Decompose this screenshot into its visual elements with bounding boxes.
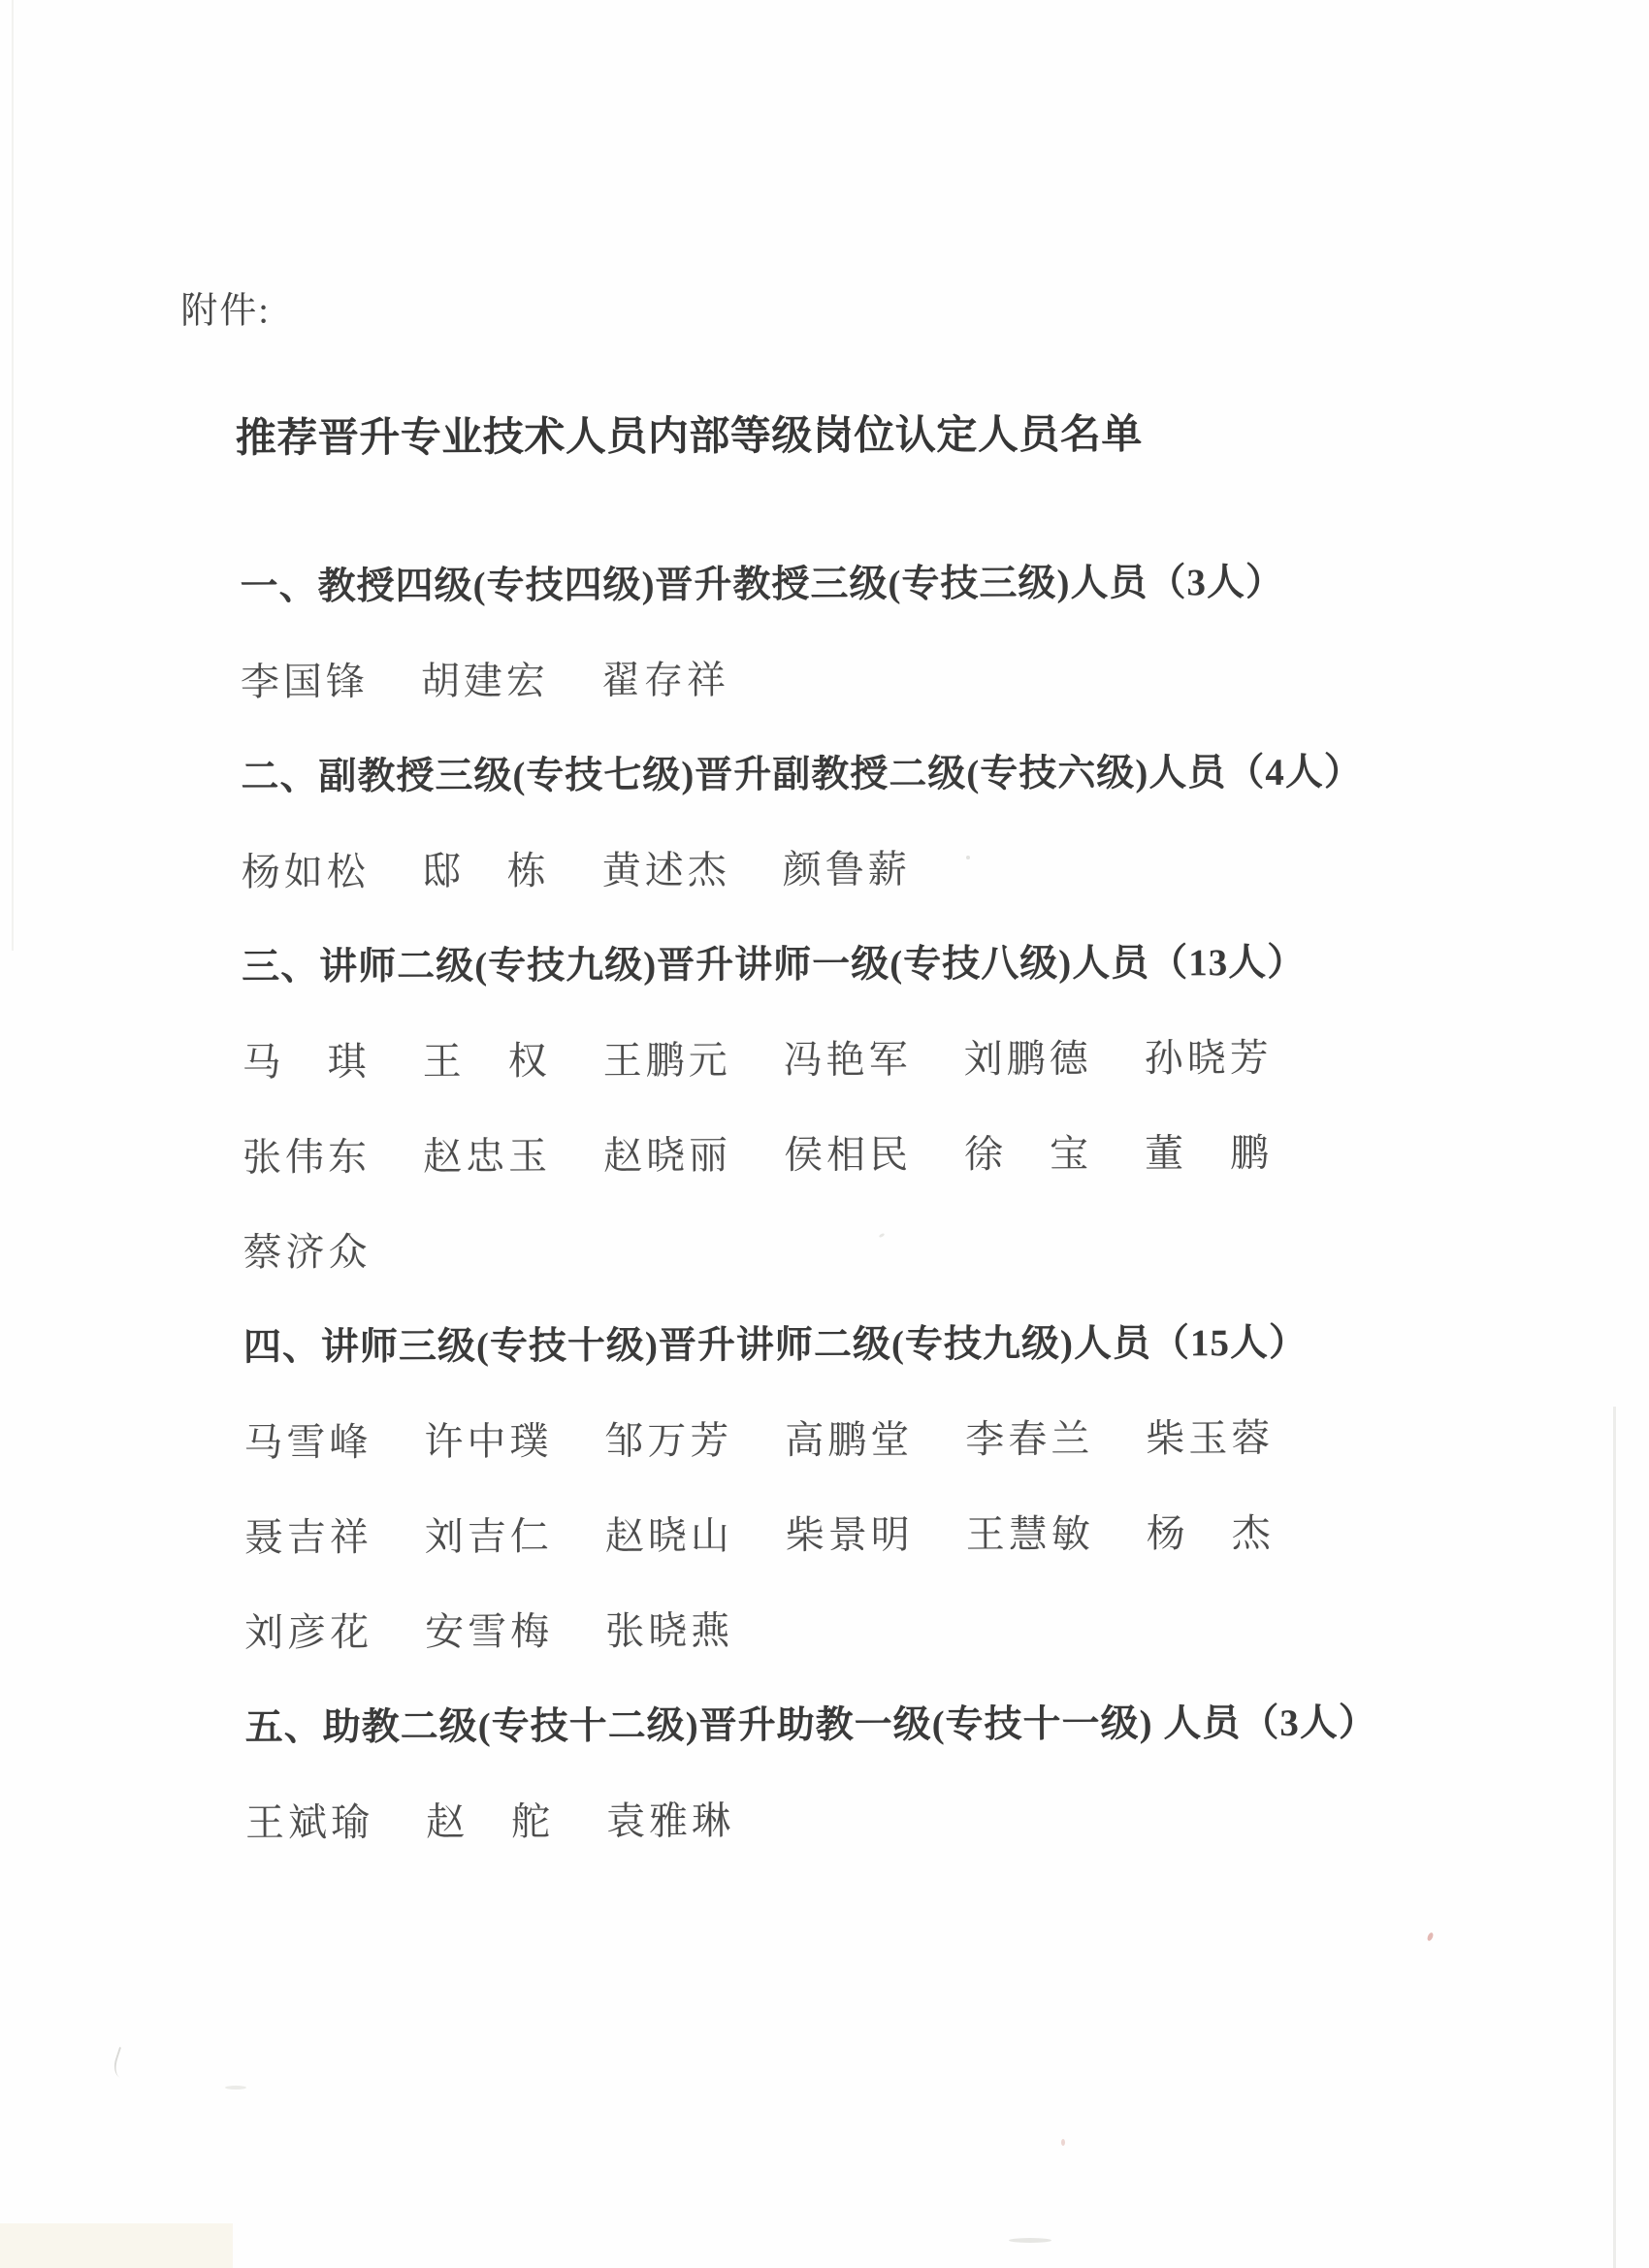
person-name: 柴景明 bbox=[785, 1512, 914, 1558]
scan-artifact bbox=[1009, 2238, 1051, 2243]
person-name: 侯相民 bbox=[783, 1132, 913, 1178]
person-name: 赵忠玉 bbox=[422, 1134, 552, 1179]
person-name: 聂吉祥 bbox=[243, 1515, 372, 1560]
scan-artifact bbox=[966, 856, 970, 859]
person-name: 柴玉蓉 bbox=[1146, 1415, 1275, 1461]
name-row bbox=[242, 1223, 1591, 1278]
section-heading: 二、副教授三级(专技七级)晋升副教授二级(专技六级)人员（4人） bbox=[241, 751, 1363, 798]
person-name: 张晓燕 bbox=[605, 1608, 734, 1653]
person-name: 杨 杰 bbox=[1146, 1510, 1275, 1556]
person-name: 许中璞 bbox=[424, 1419, 553, 1464]
person-name: 袁雅琳 bbox=[605, 1798, 735, 1843]
person-name: 马雪峰 bbox=[243, 1420, 372, 1465]
person-name: 赵 舵 bbox=[425, 1799, 555, 1844]
name-row bbox=[244, 1604, 1593, 1658]
person-name: 王慧敏 bbox=[965, 1511, 1094, 1557]
person-name: 高鹏堂 bbox=[785, 1417, 914, 1463]
person-name: 王 权 bbox=[422, 1039, 551, 1084]
person-name: 刘彦花 bbox=[244, 1610, 373, 1655]
person-name: 赵晓丽 bbox=[602, 1133, 732, 1178]
name-row bbox=[245, 1794, 1594, 1848]
section-heading: 五、助教二级(专技十二级)晋升助教一级(专技十一级) 人员（3人） bbox=[244, 1701, 1377, 1749]
person-name: 董 鹏 bbox=[1144, 1130, 1274, 1176]
section-heading: 四、讲师三级(专技十级)晋升讲师二级(专技九级)人员（15人） bbox=[242, 1321, 1308, 1369]
person-name: 刘吉仁 bbox=[424, 1514, 553, 1559]
name-row bbox=[242, 1033, 1591, 1087]
person-name: 李国锋 bbox=[240, 660, 370, 704]
person-name: 安雪梅 bbox=[425, 1609, 554, 1654]
person-name: 李春兰 bbox=[965, 1416, 1094, 1462]
name-row bbox=[244, 1508, 1593, 1563]
person-name: 蔡济众 bbox=[242, 1230, 372, 1275]
person-name: 胡建宏 bbox=[420, 659, 550, 703]
person-name: 王斌瑜 bbox=[244, 1800, 374, 1845]
person-name: 王鹏元 bbox=[602, 1038, 731, 1083]
attachment-label: 附件: bbox=[180, 290, 271, 332]
person-name: 杨如松 bbox=[241, 850, 370, 894]
sections-container bbox=[240, 558, 1594, 1895]
person-name: 赵晓山 bbox=[604, 1513, 733, 1558]
name-row bbox=[243, 1413, 1592, 1468]
scan-artifact bbox=[1061, 2139, 1065, 2146]
person-name: 刘鹏德 bbox=[963, 1036, 1092, 1082]
person-name: 孙晓芳 bbox=[1144, 1035, 1273, 1081]
person-name: 黄述杰 bbox=[601, 848, 730, 892]
person-name: 张伟东 bbox=[242, 1135, 372, 1180]
scan-edge-line bbox=[1613, 1407, 1616, 2268]
scan-edge-line bbox=[12, 0, 14, 951]
name-row bbox=[241, 653, 1589, 707]
name-row bbox=[242, 1128, 1591, 1183]
scan-artifact bbox=[225, 2086, 246, 2090]
name-row bbox=[242, 843, 1590, 897]
section-heading: 一、教授四级(专技四级)晋升教授三级(专技三级)人员（3人） bbox=[240, 561, 1285, 608]
section-heading: 三、讲师二级(专技九级)晋升讲师一级(专技八级)人员（13人） bbox=[242, 941, 1307, 988]
person-name: 邹万芳 bbox=[604, 1418, 733, 1463]
person-name: 翟存祥 bbox=[600, 658, 730, 702]
person-name: 邸 栋 bbox=[421, 849, 550, 893]
person-name: 徐 宝 bbox=[963, 1131, 1093, 1177]
scan-corner-shade bbox=[0, 2223, 233, 2268]
person-name: 马 琪 bbox=[242, 1040, 371, 1085]
person-name: 冯艳军 bbox=[783, 1037, 912, 1083]
document-title: 推荐晋升专业技术人员内部等级岗位认定人员名单 bbox=[235, 412, 1143, 462]
person-name: 颜鲁薪 bbox=[782, 847, 911, 892]
